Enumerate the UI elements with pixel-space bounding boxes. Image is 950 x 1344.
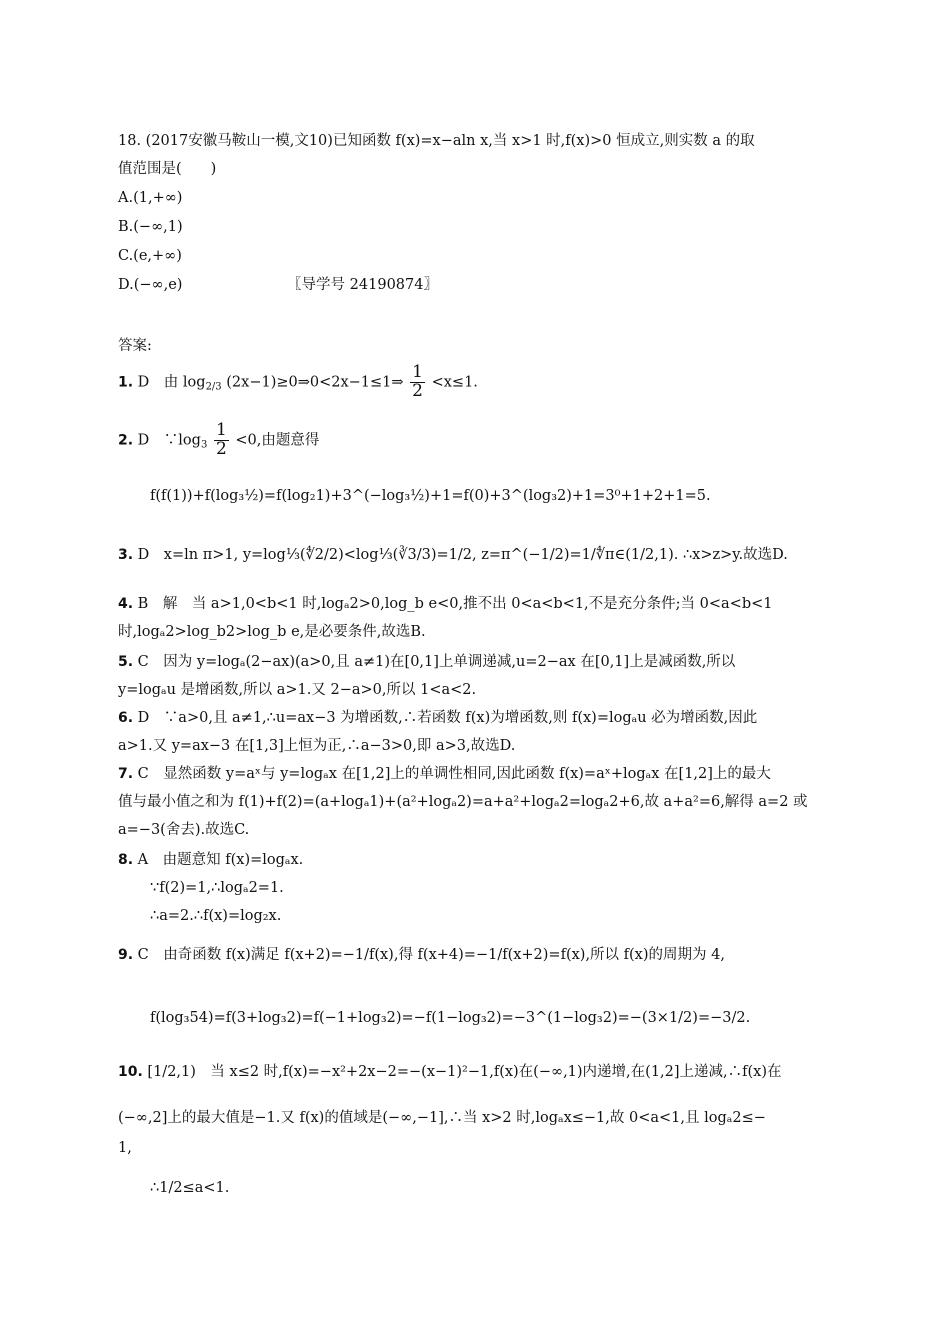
- question-stem-line2: 值范围是( ): [118, 161, 217, 177]
- answer-4-line2: 时,logₐ2>log_b2>log_b e,是必要条件,故选B.: [118, 624, 426, 640]
- answer-9-line2: f(log₃54)=f(3+log₃2)=f(−1+log₃2)=−f(1−log₃2)=−3^(1−log₃2)=−(3×1/2)=−3/2.: [150, 1010, 751, 1026]
- answer-number: 7.: [118, 766, 134, 782]
- option-d: [118, 275, 438, 295]
- answer-7-line3: a=−3(舍去).故选C.: [118, 822, 250, 838]
- answer-10-line2: (−∞,2]上的最大值是−1.又 f(x)的值域是(−∞,−1],∴当 x>2 时,logₐx≤−1,故 0<a<1,且 logₐ2≤−: [118, 1110, 766, 1126]
- option-d-text: D.(−∞,e): [118, 277, 183, 293]
- answer-7-line2: 值与最小值之和为 f(1)+f(2)=(a+logₐ1)+(a²+logₐ2)=a+a²+logₐ2=logₐ2+6,故 a+a²=6,解得 a=2 或: [118, 794, 808, 810]
- answer-text: <0,由题意得: [235, 432, 320, 449]
- answer-10-line4: ∴1/2≤a<1.: [150, 1180, 230, 1196]
- log-base: 3: [200, 439, 208, 451]
- answer-number: 10.: [118, 1064, 143, 1080]
- answer-9-line1: [118, 945, 725, 965]
- question-stem-line1: 18. (2017安徽马鞍山一模,文10)已知函数 f(x)=x−aln x,当 x>1 时,f(x)>0 恒成立,则实数 a 的取: [118, 133, 755, 149]
- answer-10-line3: 1,: [118, 1140, 132, 1156]
- answer-text: B 解 当 a>1,0<b<1 时,logₐ2>0,log_b e<0,推不出 0<a<b<1,不是充分条件;当 0<a<b<1: [137, 596, 773, 612]
- answer-text: (2x−1)≥0⇒0<2x−1≤1⇒: [226, 374, 404, 391]
- answer-text: C 显然函数 y=aˣ与 y=logₐx 在[1,2]上的单调性相同,因此函数 f(x)=aˣ+logₐx 在[1,2]上的最大: [137, 766, 771, 782]
- answer-7-line1: [118, 764, 771, 784]
- answer-number: 5.: [118, 654, 134, 670]
- answer-text: A 由题意知 f(x)=logₐx.: [137, 852, 304, 868]
- option-a: A.(1,+∞): [118, 190, 183, 206]
- answer-2: [118, 422, 319, 459]
- answer-text: C 由奇函数 f(x)满足 f(x+2)=−1/f(x),得 f(x+4)=−1/f(x+2)=f(x),所以 f(x)的周期为 4,: [137, 947, 725, 963]
- answer-text: [1/2,1) 当 x≤2 时,f(x)=−x²+2x−2=−(x−1)²−1,f(x)在(−∞,1)内递增,在(1,2]上递减,∴f(x)在: [147, 1064, 782, 1080]
- option-b: B.(−∞,1): [118, 219, 183, 235]
- answer-text: C 因为 y=logₐ(2−ax)(a>0,且 a≠1)在[0,1]上单调递减,u=2−ax 在[0,1]上是减函数,所以: [137, 654, 736, 670]
- answer-text: D 由 log: [137, 374, 206, 391]
- option-c: C.(e,+∞): [118, 248, 182, 264]
- fraction: $\frac{1}{2}$: [215, 420, 227, 459]
- answer-number: 2.: [118, 432, 134, 449]
- answer-text: D ∵log: [137, 432, 201, 449]
- answer-number: 1.: [118, 374, 134, 391]
- answer-5-line2: y=logₐu 是增函数,所以 a>1.又 2−a>0,所以 1<a<2.: [118, 682, 477, 698]
- answer-number: 8.: [118, 852, 134, 868]
- fraction: $\frac{1}{2}$: [412, 362, 423, 401]
- answer-number: 9.: [118, 947, 134, 963]
- answer-8-line2: ∵f(2)=1,∴logₐ2=1.: [150, 880, 284, 896]
- answer-1: [118, 364, 478, 401]
- answer-6-line2: a>1.又 y=ax−3 在[1,3]上恒为正,∴a−3>0,即 a>3,故选D.: [118, 738, 516, 754]
- answer-number: 3.: [118, 547, 134, 563]
- answer-10-line1: [118, 1062, 782, 1082]
- log-base: 2/3: [205, 381, 222, 393]
- answer-8-line1: [118, 850, 303, 870]
- answer-text: D ∵a>0,且 a≠1,∴u=ax−3 为增函数,∴若函数 f(x)为增函数,则 f(x)=logₐu 必为增函数,因此: [137, 710, 758, 726]
- answer-text: <x≤1.: [431, 374, 478, 391]
- reference-number: 〖导学号 24190874〗: [287, 277, 438, 293]
- answer-8-line3: ∴a=2.∴f(x)=log₂x.: [150, 908, 282, 924]
- answer-5-line1: [118, 652, 735, 672]
- answer-number: 6.: [118, 710, 134, 726]
- answer-number: 4.: [118, 596, 134, 612]
- answer-4-line1: [118, 594, 773, 614]
- answer-3: [118, 545, 788, 565]
- answers-label: 答案:: [118, 338, 152, 354]
- answer-text: D x=ln π>1, y=log⅓(∜2/2)<log⅓(∛3/3)=1/2, z=π^(−1/2)=1/∜π∈(1/2,1). ∴x>z>y.故选D.: [137, 547, 788, 563]
- answer-2-line2: f(f(1))+f(log₃½)=f(log₂1)+3^(−log₃½)+1=f(0)+3^(log₃2)+1=3⁰+1+2+1=5.: [150, 488, 711, 504]
- answer-6-line1: [118, 708, 757, 728]
